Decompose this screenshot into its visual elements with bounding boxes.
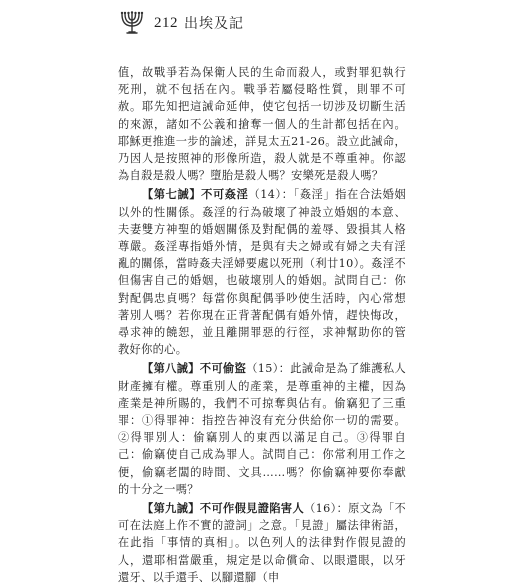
commandment-heading: 【第八誡】不可偷盜 — [142, 361, 247, 376]
paragraph-ninth-commandment — [118, 500, 406, 586]
page-body — [118, 64, 406, 588]
paragraph-text: 值，故戰爭若為保衛人民的生命而殺人，或對罪犯執行死刑，就不包括在內。戰爭若屬侵略性質，則罪不可赦。耶先知把這誡命延伸，使它包括一切涉及切斷生活的來源，諸如不公義和搶奪一個人的生計都包括在內。耶穌更推進一步的論述，詳見太五21-26。設立此誡命，乃因人是按照神的形像所造，殺人就是不尊重神。你認為自殺是殺人嗎？墮胎是殺人嗎？安樂死是殺人嗎？ — [118, 66, 406, 183]
paragraph-text: （16）：原文為「不可在法庭上作不實的證詞」之意。「見證」屬法律術語，在此指「事情的真相」。以色列人的法律對作假見證的人，還耶相當嚴重，規定是以命償命、以眼還眼，以牙還牙、以手還手、以腳還腳（申 — [118, 502, 406, 584]
book-title: 出埃及記 — [184, 16, 244, 32]
paragraph-seventh-commandment — [118, 186, 406, 358]
commandment-heading: 【第七誡】不可姦淫 — [142, 187, 249, 202]
page-number: 212 — [154, 14, 178, 31]
menorah-icon — [118, 9, 146, 37]
commandment-heading: 【第九誡】不可作假見證陷害人 — [142, 501, 305, 516]
paragraph-sixth-commandment-end — [118, 64, 406, 184]
paragraph-text: （14）：「姦淫」指在合法婚姻以外的性關係。姦淫的行為破壞了神設立婚姻的本意、夫妻雙方神聖的婚姻關係及對配偶的羞辱、毀損其人格尊嚴。姦淫專指婚外情，是與有夫之婦或有婦之夫有淫亂的關係，當時姦夫淫婦要處以死刑（利廿10）。姦淫不但傷害自己的婚姻，也破壞別人的婚姻。試問自己：你對配偶忠貞嗎？每當你與配偶爭吵使生活時，內心常想著別人嗎？若你現在正背著配偶有婚外情，趕快悔改，尋求神的饒恕，並且離開罪惡的行徑，求神幫助你的管教好你的心。 — [118, 188, 406, 357]
paragraph-text: （15）：此誡命是為了維護私人財產擁有權。尊重別人的產業，是尊重神的主權，因為產業是神所賜的，我們不可掠奪與佔有。偷竊犯了三重罪：①得罪神：指控告神沒有充分供給你一切的需要。②得罪別人：偷竊別人的東西以滿足自己。③得罪自己：偷竊使自己成為罪人。試問自己：你常利用工作之便，偷竊老闆的時間、文具……嗎？你偷竊神要你奉獻的十分之一嗎？ — [118, 362, 407, 496]
page-header — [118, 8, 244, 38]
paragraph-eighth-commandment — [118, 360, 406, 498]
